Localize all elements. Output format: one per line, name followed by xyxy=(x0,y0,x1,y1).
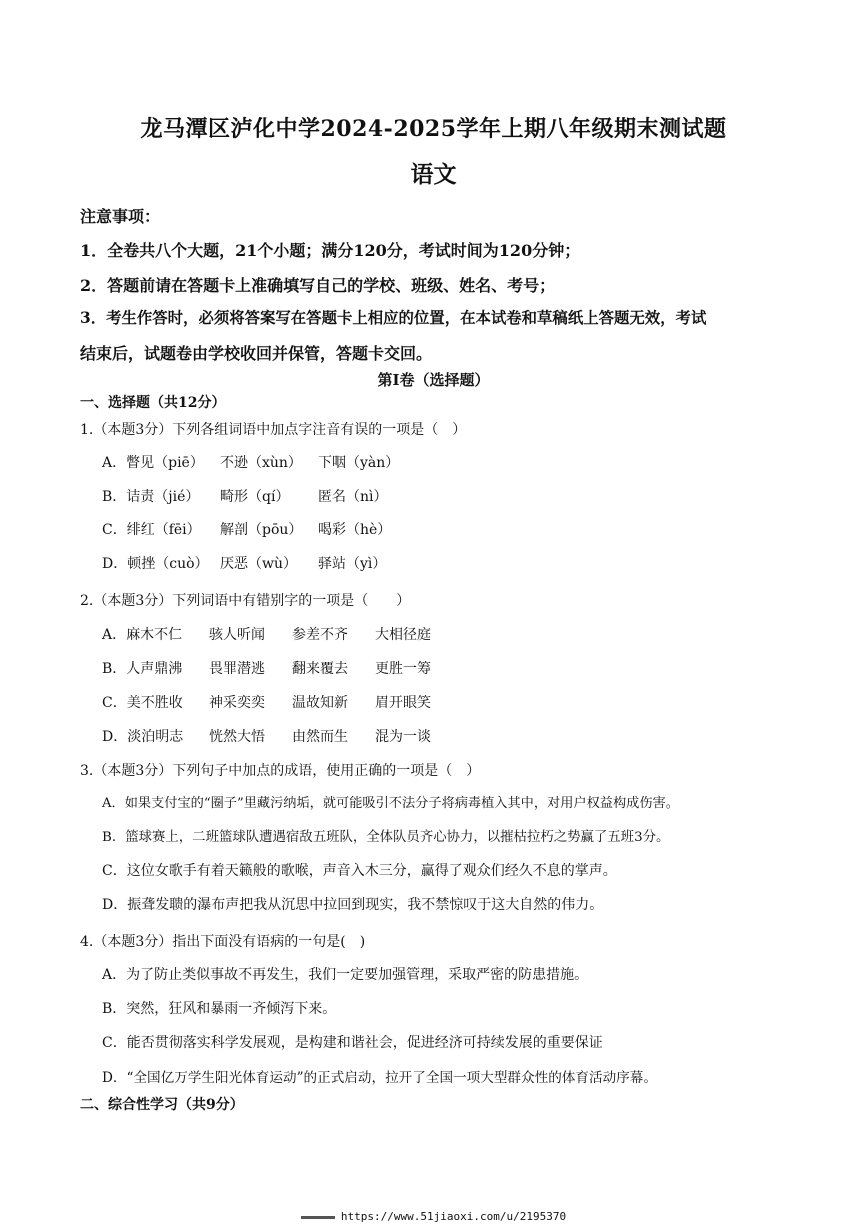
q3-stem: 3.（本题3分）下列句子中加点的成语，使用正确的一项是（ ） xyxy=(80,763,481,779)
part2-title: 二、综合性学习（共9分） xyxy=(80,1097,244,1113)
option-cell: 骇人听闻 xyxy=(209,627,265,643)
footer-watermark xyxy=(0,1210,867,1223)
option-cell: 温故知新 xyxy=(292,695,348,711)
option-cell: B．人声鼎沸 xyxy=(102,661,183,677)
option-cell: 大相径庭 xyxy=(375,627,431,643)
notice-item-2: 2．答题前请在答题卡上准确填写自己的学校、班级、姓名、考号； xyxy=(80,276,556,295)
option-cell: 不逊（xùn） xyxy=(220,455,302,471)
q1-option-d xyxy=(102,553,386,573)
option-cell: 神采奕奕 xyxy=(209,695,265,711)
q1-option-c xyxy=(102,519,391,539)
option-cell: 解剖（pōu） xyxy=(220,522,303,538)
q2-stem: 2.（本题3分）下列词语中有错别字的一项是（ ） xyxy=(80,593,411,609)
option-cell: 更胜一筹 xyxy=(375,661,431,677)
q4-option-c: C．能否贯彻落实科学发展观，是构建和谐社会，促进经济可持续发展的重要保证 xyxy=(102,1035,603,1051)
option-cell: D．顿挫（cuò） xyxy=(102,556,209,572)
option-cell: D．淡泊明志 xyxy=(102,729,184,745)
option-cell: C．美不胜收 xyxy=(102,695,183,711)
option-cell: 由然而生 xyxy=(292,729,348,745)
notice-item-3-cont: 结束后，试题卷由学校收回并保管，答题卡交回。 xyxy=(80,344,433,363)
q3-option-a: A．如果支付宝的“圈子”里藏污纳垢，就可能吸引不法分子将病毒植入其中，对用户权益构成伤害。 xyxy=(102,796,679,811)
q3-option-d: D．振聋发聩的瀑布声把我从沉思中拉回到现实，我不禁惊叹于这大自然的伟力。 xyxy=(102,897,604,913)
q4-option-b: B．突然，狂风和暴雨一齐倾泻下来。 xyxy=(102,1001,337,1017)
q2-option-a xyxy=(102,624,431,644)
exam-title: 龙马潭区泸化中学2024-2025学年上期八年级期末测试题 xyxy=(140,116,727,142)
option-cell: A．麻木不仁 xyxy=(102,627,183,643)
option-cell: C．绯红（fēi） xyxy=(102,522,201,538)
q4-option-d: D．“全国亿万学生阳光体育运动”的正式启动，拉开了全国一项大型群众性的体育活动序幕。 xyxy=(102,1070,657,1086)
option-cell: A．瞥见（piē） xyxy=(102,455,204,471)
option-cell: 混为一谈 xyxy=(375,729,431,745)
option-cell: 畸形（qí） xyxy=(220,489,290,505)
exam-subject: 语文 xyxy=(410,161,457,188)
option-cell: 驿站（yì） xyxy=(318,556,387,572)
option-cell: 翻来覆去 xyxy=(292,661,348,677)
notice-item-3: 3．考生作答时，必须将答案写在答题卡上相应的位置，在本试卷和草稿纸上答题无效，考试 xyxy=(80,309,707,327)
q2-option-c xyxy=(102,692,431,712)
option-cell: 参差不齐 xyxy=(292,627,348,643)
q2-option-b xyxy=(102,658,431,678)
option-cell: 匿名（nì） xyxy=(318,489,388,505)
watermark-logo xyxy=(301,1216,335,1219)
option-cell: B．诘责（jié） xyxy=(102,489,200,505)
option-cell: 厌恶（wù） xyxy=(220,556,297,572)
q4-stem: 4.（本题3分）指出下面没有语病的一句是( ) xyxy=(80,934,366,950)
q3-option-b: B．篮球赛上，二班篮球队遭遇宿敌五班队，全体队员齐心协力，以摧枯拉朽之势赢了五班3分。 xyxy=(102,830,670,845)
footer-url[interactable]: https://www.51jiaoxi.com/u/2195370 xyxy=(340,1210,567,1223)
q1-option-a xyxy=(102,452,399,472)
option-cell: 眉开眼笑 xyxy=(375,695,431,711)
part1-title: 一、选择题（共12分） xyxy=(80,395,226,411)
q3-option-c: C．这位女歌手有着天籁般的歌喉，声音入木三分，赢得了观众们经久不息的掌声。 xyxy=(102,863,617,879)
option-cell: 畏罪潜逃 xyxy=(209,661,265,677)
option-cell: 下咽（yàn） xyxy=(318,455,400,471)
notice-label: 注意事项： xyxy=(80,207,161,226)
q2-option-d xyxy=(102,726,431,746)
q4-option-a: A．为了防止类似事故不再发生，我们一定要加强管理，采取严密的防患措施。 xyxy=(102,967,589,983)
notice-item-1: 1．全卷共八个大题，21个小题；满分120分，考试时间为120分钟； xyxy=(80,241,581,260)
section-title: 第Ⅰ卷（选择题） xyxy=(377,371,490,389)
option-cell: 喝彩（hè） xyxy=(318,522,392,538)
option-cell: 恍然大悟 xyxy=(209,729,265,745)
q1-stem: 1.（本题3分）下列各组词语中加点字注音有误的一项是（ ） xyxy=(80,422,467,438)
q1-option-b xyxy=(102,486,388,506)
